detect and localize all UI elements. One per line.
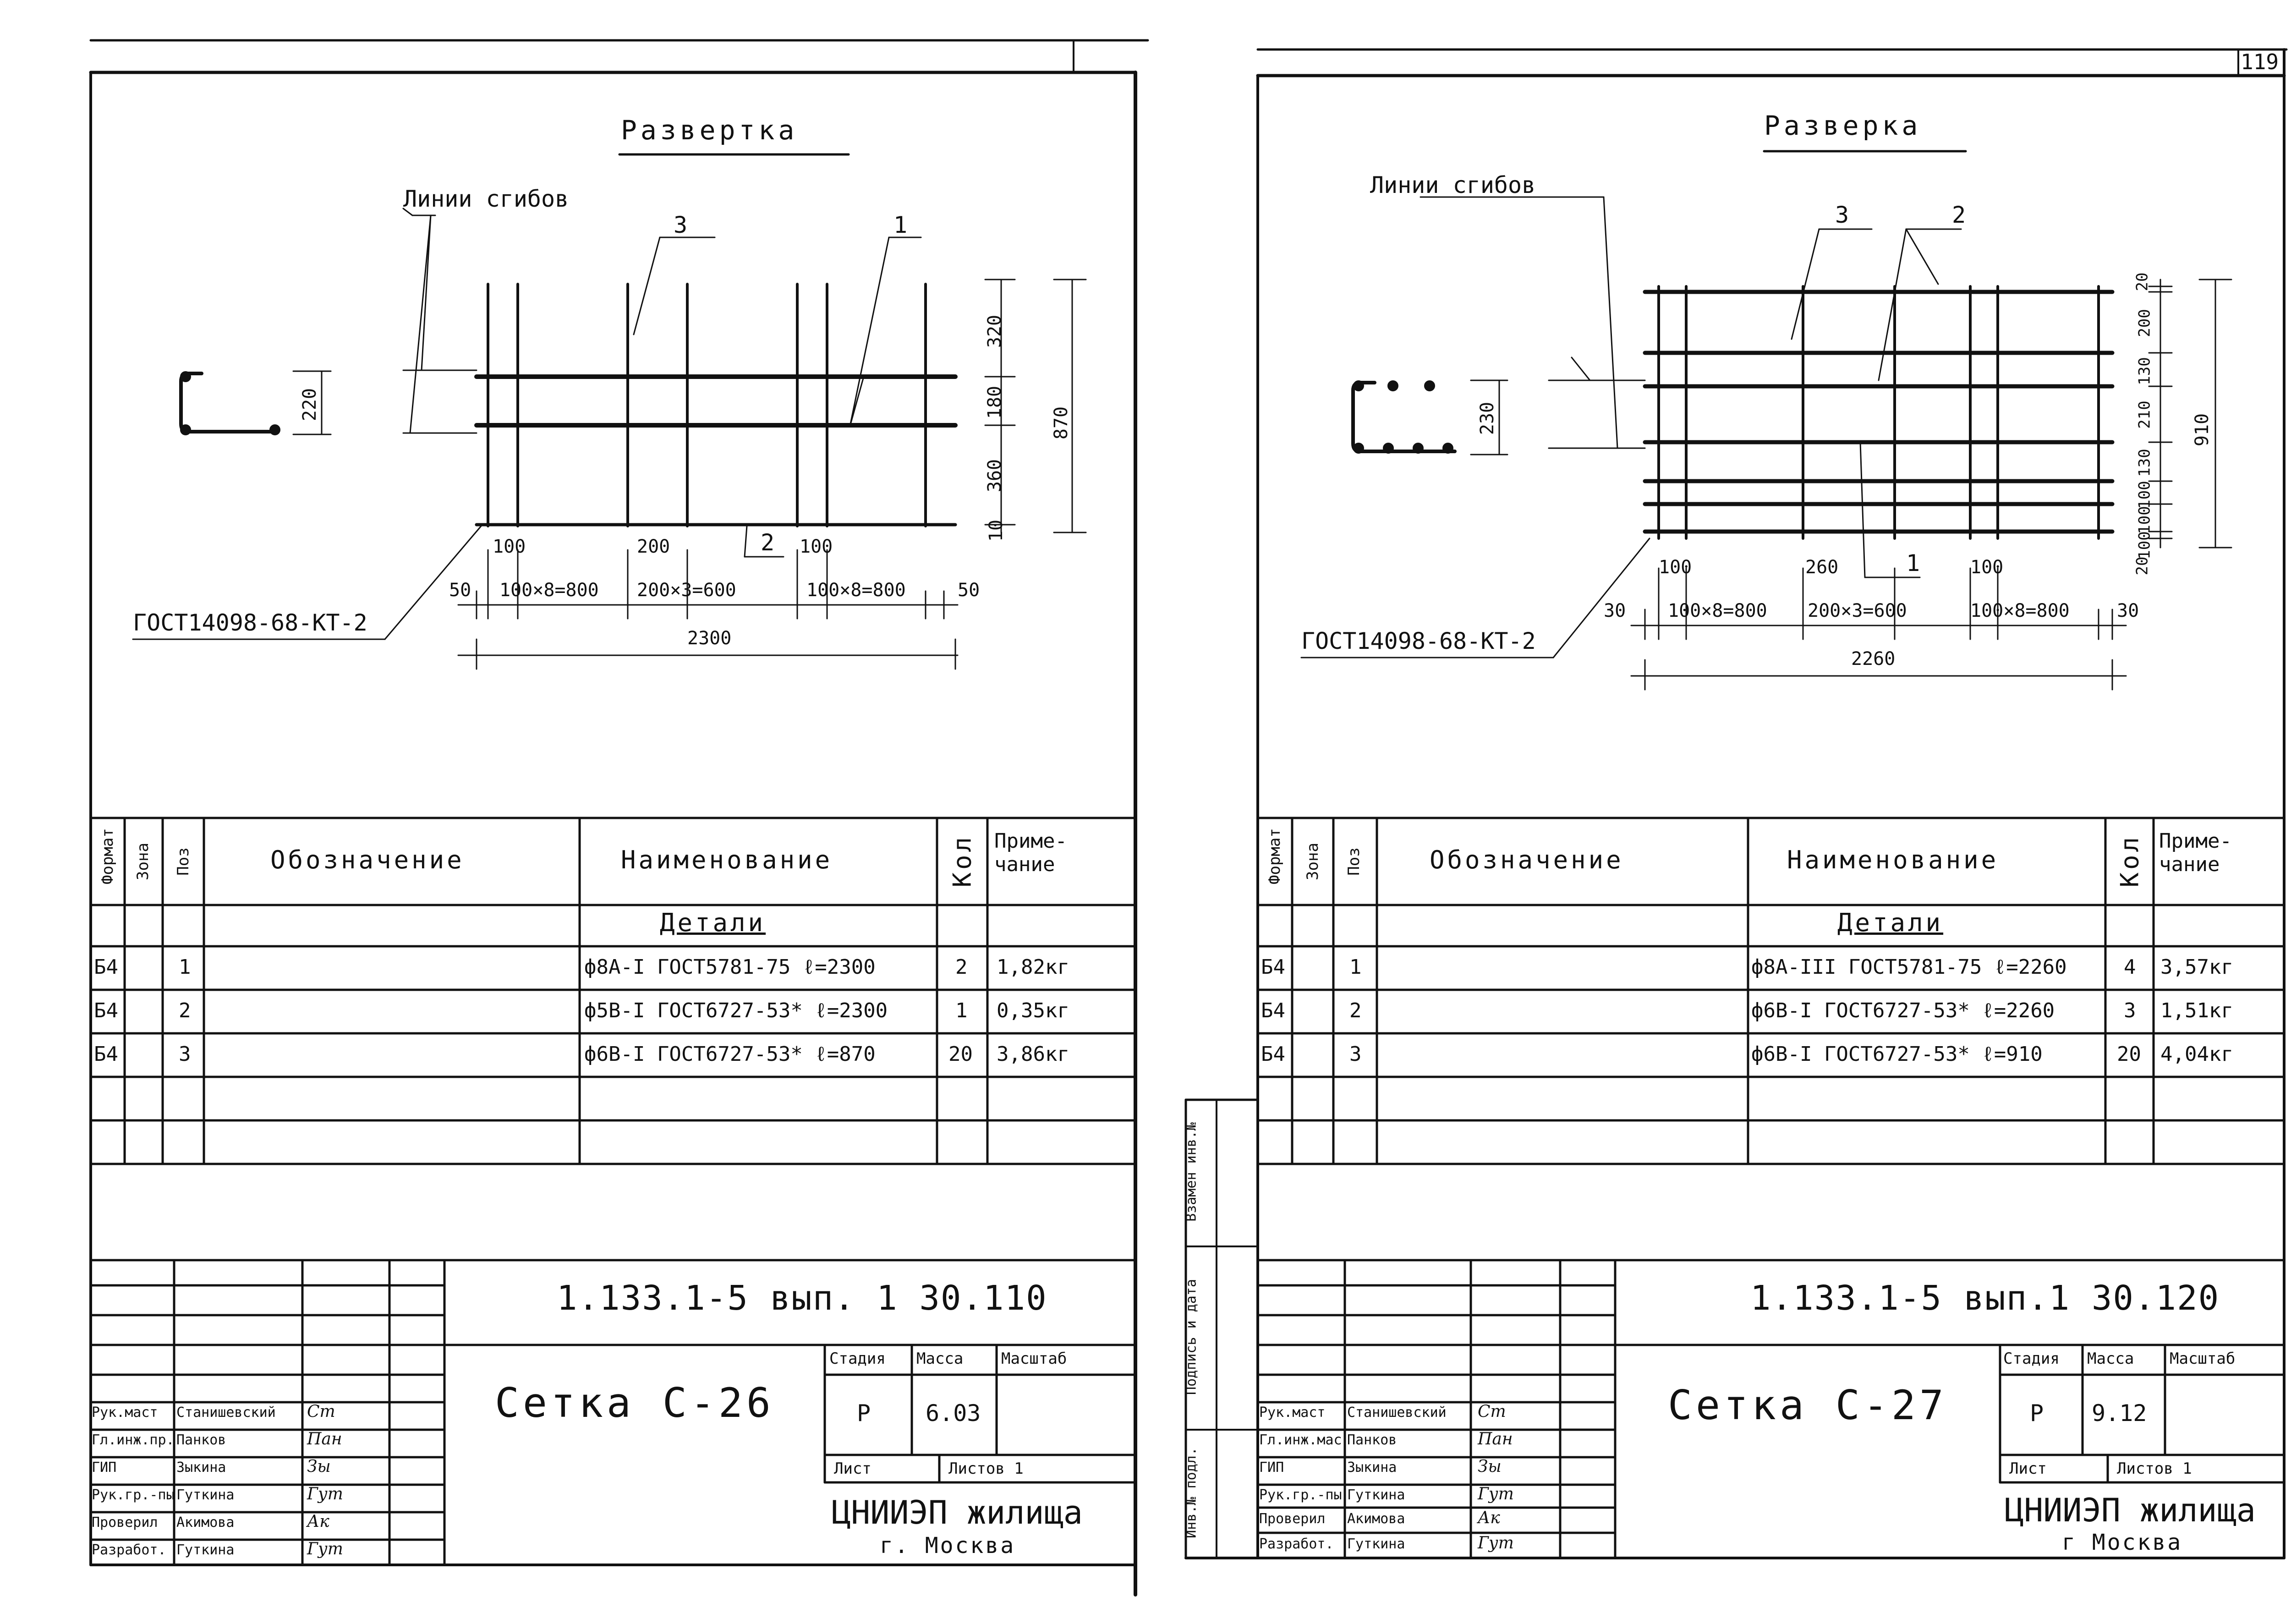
row3-qty-27: 20	[2117, 1042, 2141, 1066]
row3-note: 3,86кг	[997, 1042, 1069, 1066]
hdr-pos-27: Поз	[1345, 847, 1363, 876]
org-city-27: г Москва	[2062, 1530, 2183, 1555]
vdim-360: 360	[984, 459, 1006, 493]
bdim-50a: 50	[449, 580, 471, 601]
gost-label: ГОСТ14098-68-КТ-2	[133, 609, 367, 636]
role-2-27: Гл.инж.мас	[1259, 1432, 1342, 1448]
row3-format-27: Б4	[1261, 1042, 1285, 1066]
drawing-title-27: Разверка	[1764, 110, 1922, 141]
vdim-130b: 130	[2135, 449, 2154, 477]
row3-format: Б4	[94, 1042, 118, 1066]
gost-label-27: ГОСТ14098-68-КТ-2	[1301, 628, 1536, 654]
row1-qty: 2	[955, 955, 968, 979]
row1-format-27: Б4	[1261, 955, 1285, 979]
spacing-260-27: 260	[1805, 557, 1839, 578]
spacing-100a-27: 100	[1659, 557, 1692, 578]
row2-pos: 2	[179, 999, 191, 1022]
row1-name-27: ф8А-III ГОСТ5781-75 ℓ=2260	[1751, 955, 2067, 979]
row2-format-27: Б4	[1261, 999, 1285, 1022]
row1-name: ф8А-I ГОСТ5781-75 ℓ=2300	[584, 955, 876, 979]
frame-right	[1183, 49, 2286, 1558]
hdr-qty-27: Кол	[2115, 834, 2144, 888]
stage-value: Р	[857, 1400, 871, 1426]
total-length-27: 2260	[1851, 648, 1896, 669]
hdr-name-27: Наименование	[1787, 845, 1999, 874]
person-2: Панков	[176, 1432, 226, 1448]
role-5-27: Проверил	[1259, 1511, 1326, 1527]
row3-name-27: ф6В-I ГОСТ6727-53* ℓ=910	[1751, 1042, 2043, 1066]
sign-4: Гут	[307, 1485, 343, 1503]
sheet-name-27: Сетка С-27	[1668, 1382, 1947, 1429]
hdr-name: Наименование	[621, 845, 833, 874]
role-6-27: Разработ.	[1259, 1536, 1334, 1552]
bdim-600: 200×3=600	[637, 580, 736, 601]
row2-qty: 1	[955, 999, 968, 1022]
row2-note-27: 1,51кг	[2160, 999, 2233, 1022]
vdim-100b: 100	[2135, 506, 2154, 534]
sheet-label-27: Лист	[2009, 1459, 2047, 1478]
row2-pos-27: 2	[1349, 999, 1362, 1022]
vdim-130a: 130	[2135, 357, 2154, 385]
person-6: Гуткина	[176, 1542, 235, 1558]
row1-qty-27: 4	[2124, 955, 2136, 979]
side-stamp-inv: Инв.№ подл.	[1183, 1447, 1200, 1538]
sign-6: Гут	[307, 1540, 343, 1558]
total-height-27: 910	[2192, 413, 2213, 447]
callout-1-27: 1	[1906, 550, 1920, 576]
person-6-27: Гуткина	[1347, 1536, 1405, 1552]
role-4-27: Рук.гр.-пы	[1259, 1487, 1342, 1503]
role-6: Разработ.	[92, 1542, 166, 1558]
role-1: Рук.маст	[92, 1405, 158, 1421]
callout-3: 3	[674, 212, 688, 238]
person-4-27: Гуткина	[1347, 1487, 1405, 1503]
row1-pos: 1	[179, 955, 191, 979]
vdim-180: 180	[984, 385, 1006, 419]
bdim-800b-27: 100×8=800	[1970, 600, 2070, 621]
hdr-qty: Кол	[948, 834, 977, 888]
scale-label: Масштаб	[1001, 1350, 1067, 1368]
bdim-800a-27: 100×8=800	[1668, 600, 1767, 621]
bdim-800b: 100×8=800	[806, 580, 906, 601]
vdim-100a: 100	[2135, 481, 2154, 509]
sign-1: Ст	[307, 1402, 335, 1421]
sheet-label: Лист	[834, 1459, 871, 1478]
spec-section-27: Детали	[1837, 908, 1944, 937]
person-2-27: Панков	[1347, 1432, 1397, 1448]
person-5: Акимова	[176, 1514, 235, 1531]
doc-number-27: 1.133.1-5 вып.1 30.120	[1750, 1278, 2220, 1318]
sign-5-27: Ак	[1478, 1509, 1500, 1527]
row3-note-27: 4,04кг	[2160, 1042, 2233, 1066]
row2-name-27: ф6В-I ГОСТ6727-53* ℓ=2260	[1751, 999, 2055, 1022]
hdr-zone-27: Зона	[1304, 843, 1322, 880]
mass-value: 6.03	[926, 1400, 981, 1426]
vdim-320: 320	[984, 314, 1006, 348]
row1-format: Б4	[94, 955, 118, 979]
page-number: 119	[2241, 49, 2279, 74]
stage-value-27: Р	[2030, 1400, 2044, 1426]
drawing-26	[133, 154, 1086, 669]
person-4: Гуткина	[176, 1487, 235, 1503]
person-3: Зыкина	[176, 1459, 226, 1476]
person-1: Станишевский	[176, 1405, 276, 1421]
row3-pos-27: 3	[1349, 1042, 1362, 1066]
row2-note: 0,35кг	[997, 999, 1069, 1022]
row2-format: Б4	[94, 999, 118, 1022]
hdr-designation-27: Обозначение	[1430, 845, 1624, 874]
hdr-note: Приме- чание	[994, 829, 1067, 876]
sign-2: Пан	[307, 1430, 342, 1448]
stage-label-27: Стадия	[2003, 1350, 2060, 1368]
total-length: 2300	[687, 628, 732, 649]
bdim-30b: 30	[2117, 600, 2139, 621]
stage-label: Стадия	[829, 1350, 886, 1368]
spec-section: Детали	[660, 908, 766, 937]
role-1-27: Рук.маст	[1259, 1405, 1326, 1421]
person-1-27: Станишевский	[1347, 1405, 1447, 1421]
spacing-100b-27: 100	[1970, 557, 2004, 578]
org-name-27: ЦНИИЭП жилища	[2005, 1492, 2256, 1529]
row1-pos-27: 1	[1349, 955, 1362, 979]
sign-4-27: Гут	[1478, 1485, 1514, 1503]
row3-qty: 20	[948, 1042, 973, 1066]
row2-name: ф5В-I ГОСТ6727-53* ℓ=2300	[584, 999, 888, 1022]
row3-pos: 3	[179, 1042, 191, 1066]
role-2: Гл.инж.пр.	[92, 1432, 175, 1448]
org-city: г. Москва	[880, 1533, 1016, 1558]
sheets-count: Листов 1	[948, 1459, 1024, 1478]
person-3-27: Зыкина	[1347, 1459, 1397, 1476]
sign-5: Ак	[307, 1512, 329, 1531]
spacing-200: 200	[637, 536, 670, 557]
bdim-50b: 50	[958, 580, 980, 601]
sign-2-27: Пан	[1478, 1430, 1513, 1448]
callout-2-27: 2	[1952, 202, 1966, 228]
row2-qty-27: 3	[2124, 999, 2136, 1022]
role-5: Проверил	[92, 1514, 158, 1531]
bdim-800a: 100×8=800	[499, 580, 599, 601]
hdr-format-27: Формат	[1266, 828, 1284, 884]
hdr-designation: Обозначение	[270, 845, 465, 874]
callout-3-27: 3	[1835, 202, 1849, 228]
side-stamp-sign: Подпись и дата	[1183, 1279, 1200, 1395]
callout-1: 1	[893, 212, 908, 238]
sign-6-27: Гут	[1478, 1534, 1514, 1553]
role-4: Рук.гр.-пы	[92, 1487, 175, 1503]
callout-2: 2	[761, 529, 775, 556]
mass-label-27: Масса	[2087, 1350, 2134, 1368]
sheets-count-27: Листов 1	[2117, 1459, 2192, 1478]
section-height-27: 230	[1477, 401, 1498, 435]
hdr-zone: Зона	[134, 843, 152, 880]
section-height: 220	[299, 388, 321, 422]
row1-note: 1,82кг	[997, 955, 1069, 979]
role-3-27: ГИП	[1259, 1459, 1284, 1476]
hdr-note-27: Приме- чание	[2159, 829, 2232, 876]
spacing-100b: 100	[800, 536, 833, 557]
spacing-100a: 100	[493, 536, 526, 557]
role-3: ГИП	[92, 1459, 117, 1476]
sign-3: Зы	[307, 1457, 331, 1476]
mass-value-27: 9.12	[2092, 1400, 2147, 1426]
drawing-title: Развертка	[621, 115, 798, 146]
sign-3-27: Зы	[1478, 1457, 1502, 1476]
spec-grid-26	[91, 818, 1135, 1164]
bend-lines-label: Линии сгибов	[403, 186, 569, 212]
vdim-20a: 20	[2133, 272, 2152, 291]
mass-label: Масса	[916, 1350, 964, 1368]
scale-label-27: Масштаб	[2170, 1350, 2236, 1368]
vdim-200: 200	[2135, 309, 2154, 337]
side-stamp-replace: Взамен инв.№	[1183, 1122, 1200, 1222]
row3-name: ф6В-I ГОСТ6727-53* ℓ=870	[584, 1042, 876, 1066]
org-name: ЦНИИЭП жилища	[832, 1494, 1083, 1531]
doc-number: 1.133.1-5 вып. 1 30.110	[557, 1278, 1047, 1318]
hdr-format: Формат	[99, 828, 117, 884]
vdim-20b: 20	[2133, 556, 2152, 576]
vdim-210: 210	[2135, 401, 2154, 429]
sheet-name: Сетка С-26	[495, 1379, 774, 1426]
bdim-30a: 30	[1604, 600, 1626, 621]
bend-lines-label-27: Линии сгибов	[1370, 172, 1536, 198]
bdim-600-27: 200×3=600	[1808, 600, 1907, 621]
person-5-27: Акимова	[1347, 1511, 1405, 1527]
vdim-100c: 100	[2135, 531, 2154, 560]
row1-note-27: 3,57кг	[2160, 955, 2233, 979]
hdr-pos: Поз	[174, 847, 192, 876]
vdim-10: 10	[986, 519, 1007, 542]
sign-1-27: Ст	[1478, 1402, 1506, 1421]
total-height: 870	[1051, 406, 1072, 440]
